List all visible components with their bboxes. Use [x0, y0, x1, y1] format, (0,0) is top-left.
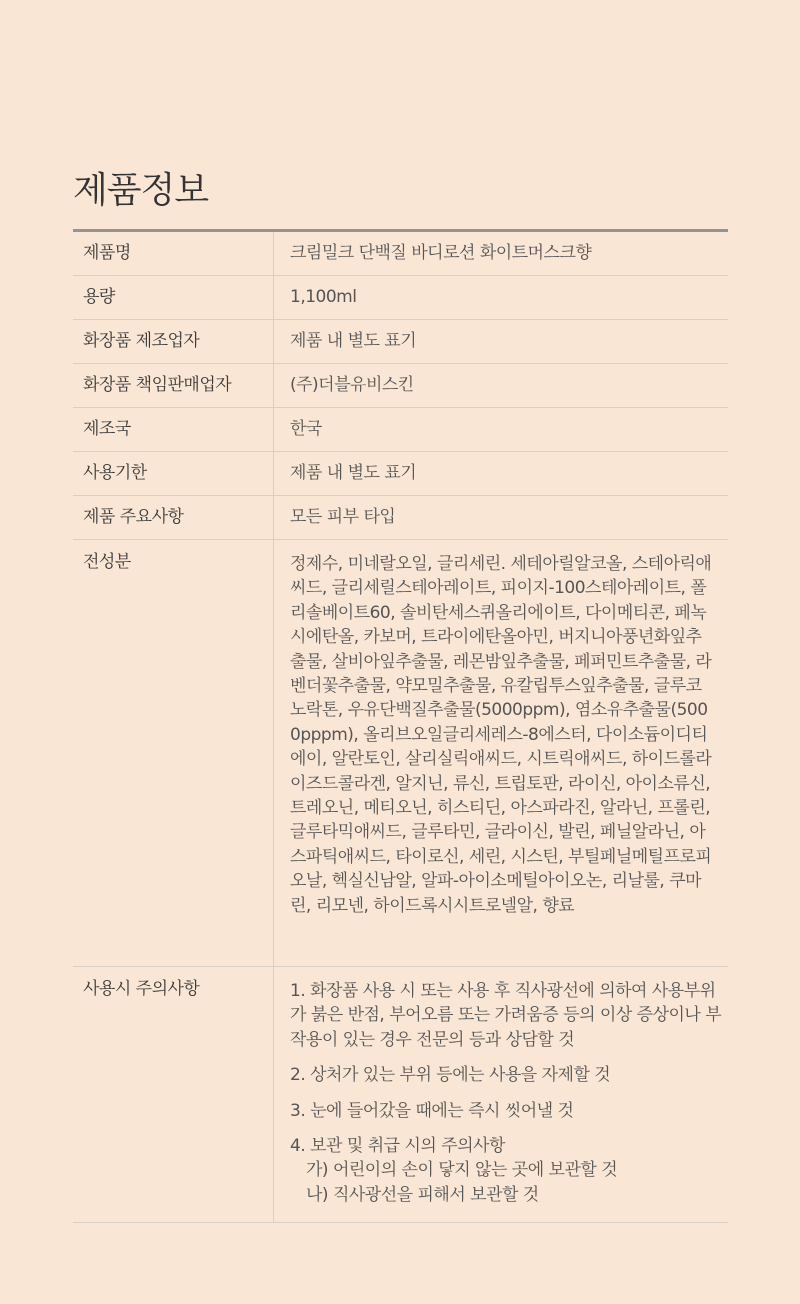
- ingredients-text: 정제수, 미네랄오일, 글리세린. 세테아릴알코올, 스테아릭애씨드, 글리세릴스테아레이트, 피이지-100스테아레이트, 폴리솔베이트60, 솔비탄세스퀴올리에이트, 다이메티콘, 페녹시에탄올, 카보머, 트라이에탄올아민, 버지니아풍년화잎추출물, 살비아잎추출물, 레몬밤잎추출물, 페퍼민트추출물, 라벤더꽃추출물, 약모밀추출물, 유칼립투스잎추출물, 글루코노락톤, 우유단백질추출물(5000ppm), 염소유추출물(5000pppm), 올리브오일글리세레스-8에스터, 다이소듐이디티에이, 알란토인, 살리실릭애씨드, 시트릭애씨드, 하이드롤라이즈드콜라겐, 알지닌, 류신, 트립토판, 라이신, 아이소류신, 트레오닌, 메티오닌, 히스티딘, 아스파라진, 알라닌, 프롤린, 글루타믹애씨드, 글루타민, 글라이신, 발린, 페닐알라닌, 아스파틱애씨드, 타이로신, 세린, 시스틴, 부틸페닐메틸프로피오날, 헥실신남알, 알파-아이소메틸아이오논, 리날룰, 쿠마린, 리모넨, 하이드록시시트로넬알, 향료: [290, 554, 712, 916]
- row-value: 크림밀크 단백질 바디로션 화이트머스크향: [290, 243, 592, 263]
- caution-item: 1. 화장품 사용 시 또는 사용 후 직사광선에 의하여 사용부위가 붉은 반점, 부어오름 또는 가려움증 등의 이상 증상이나 부작용이 있는 경우 전문의 등과 상담할 것: [290, 981, 722, 1050]
- row-manufacturer: [73, 320, 728, 364]
- product-info-table: [73, 229, 728, 1223]
- row-label: 용량: [73, 276, 274, 319]
- caution-item: 4. 보관 및 취급 시의 주의사항: [290, 1136, 505, 1157]
- row-value: 1,100ml: [290, 287, 357, 307]
- row-label: 제조국: [73, 408, 274, 451]
- row-distributor: [73, 364, 728, 408]
- row-value: [274, 540, 728, 966]
- page-title: 제품정보: [73, 170, 209, 211]
- caution-item: 3. 눈에 들어갔을 때에는 즉시 씻어낼 것: [290, 1100, 574, 1121]
- row-value: 제품 내 별도 표기: [290, 463, 417, 483]
- row-value: 제품 내 별도 표기: [290, 331, 417, 351]
- row-caution: [73, 967, 728, 1223]
- row-label: 제품 주요사항: [73, 496, 274, 539]
- row-label: 제품명: [73, 232, 274, 275]
- caution-item: 2. 상처가 있는 부위 등에는 사용을 자제할 것: [290, 1065, 611, 1086]
- row-value: (주)더블유비스킨: [290, 375, 414, 395]
- row-label: 사용시 주의사항: [73, 967, 274, 1222]
- caution-sub-item: 가) 어린이의 손이 닿지 않는 곳에 보관할 것: [306, 1160, 618, 1181]
- row-key-features: [73, 496, 728, 540]
- row-label: 화장품 책임판매업자: [73, 364, 274, 407]
- row-label: 사용기한: [73, 452, 274, 495]
- row-value: 모든 피부 타입: [290, 507, 396, 527]
- caution-sub-item: 나) 직사광선을 피해서 보관할 것: [306, 1184, 539, 1205]
- row-ingredients: [73, 540, 728, 967]
- row-label: 전성분: [73, 540, 274, 966]
- caution-item-storage: [290, 1134, 724, 1207]
- row-country: [73, 408, 728, 452]
- row-value: 한국: [290, 419, 322, 439]
- row-expiry: [73, 452, 728, 496]
- row-volume: [73, 276, 728, 320]
- caution-list: [274, 967, 728, 1222]
- row-label: 화장품 제조업자: [73, 320, 274, 363]
- row-product-name: [73, 232, 728, 276]
